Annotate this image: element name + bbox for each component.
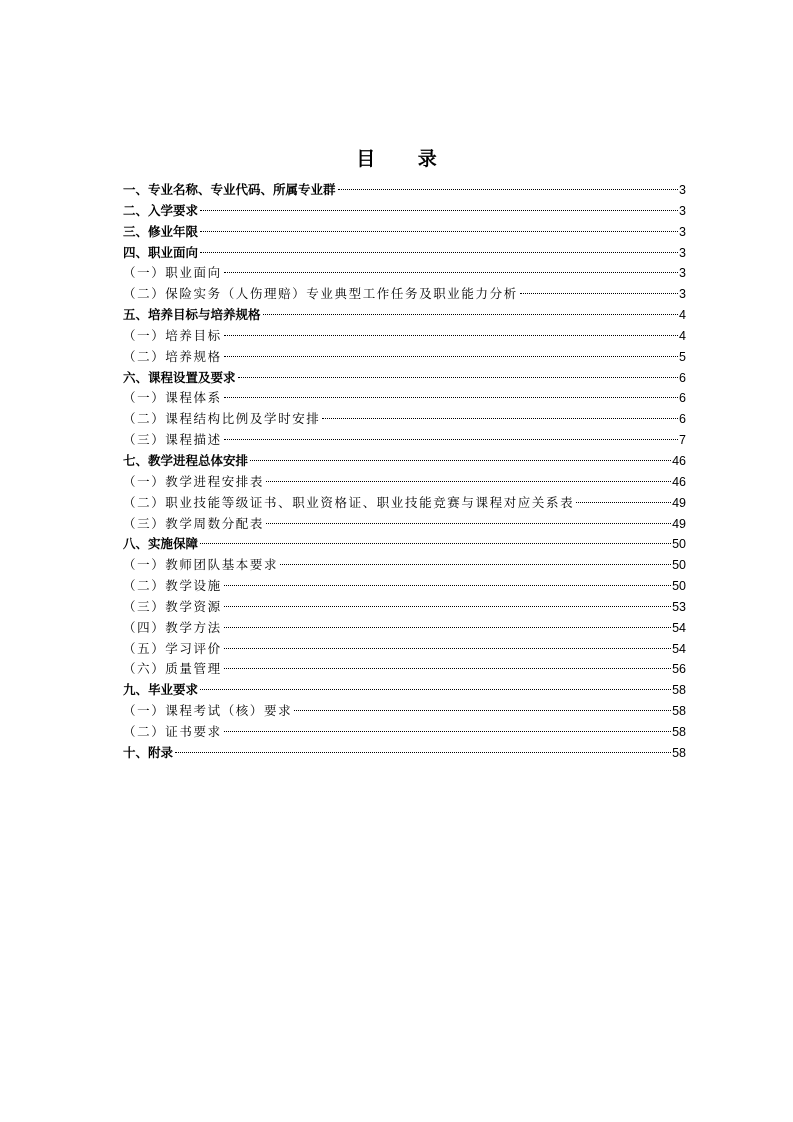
toc-entry[interactable] (123, 618, 686, 639)
toc-dot-leader (224, 439, 678, 440)
toc-entry[interactable] (123, 180, 686, 201)
toc-entry-label: （二）培养规格 (123, 348, 222, 364)
toc-entry-page-number: 58 (672, 745, 686, 760)
toc-entry-page-number: 3 (679, 224, 686, 239)
toc-entry-label: 三、修业年限 (123, 223, 199, 239)
toc-entry[interactable] (123, 743, 686, 764)
toc-entry[interactable] (123, 243, 686, 264)
toc-dot-leader (520, 293, 678, 294)
toc-entry-page-number: 50 (672, 558, 686, 573)
toc-entry-page-number: 6 (679, 391, 686, 406)
toc-entry-page-number: 7 (679, 433, 686, 448)
toc-dot-leader (224, 606, 671, 607)
toc-dot-leader (224, 356, 678, 357)
toc-entry[interactable] (123, 347, 686, 368)
toc-entry-page-number: 5 (679, 349, 686, 364)
toc-entry-page-number: 4 (679, 308, 686, 323)
toc-entry-page-number: 50 (672, 579, 686, 594)
toc-entry-page-number: 3 (679, 203, 686, 218)
toc-dot-leader (200, 543, 671, 544)
toc-entry-page-number: 3 (679, 266, 686, 281)
toc-entry-label: （三）课程描述 (123, 432, 222, 448)
toc-entry-label: 十、附录 (123, 744, 174, 760)
toc-dot-leader (238, 377, 679, 378)
toc-entry-page-number: 46 (672, 474, 686, 489)
toc-dot-leader (250, 460, 671, 461)
toc-dot-leader (280, 564, 671, 565)
toc-entry-page-number: 6 (679, 412, 686, 427)
toc-entry-label: 七、教学进程总体安排 (123, 452, 249, 468)
toc-entry-page-number: 53 (672, 599, 686, 614)
toc-dot-leader (224, 731, 671, 732)
toc-entry-page-number: 49 (672, 516, 686, 531)
toc-entry-label: 四、职业面向 (123, 244, 199, 260)
toc-entry-page-number: 6 (679, 370, 686, 385)
toc-entry[interactable] (123, 534, 686, 555)
toc-entry-page-number: 58 (672, 683, 686, 698)
toc-entry-label: （五）学习评价 (123, 640, 222, 656)
toc-entry[interactable] (123, 722, 686, 743)
toc-dot-leader (175, 752, 671, 753)
toc-dot-leader (200, 231, 678, 232)
toc-entry[interactable] (123, 409, 686, 430)
toc-entry[interactable] (123, 388, 686, 409)
toc-entry[interactable] (123, 430, 686, 451)
toc-entry[interactable] (123, 597, 686, 618)
toc-entry[interactable] (123, 326, 686, 347)
toc-entry[interactable] (123, 451, 686, 472)
toc-dot-leader (338, 189, 679, 190)
toc-entry[interactable] (123, 555, 686, 576)
toc-entry-page-number: 49 (672, 495, 686, 510)
toc-entry[interactable] (123, 263, 686, 284)
toc-entry[interactable] (123, 639, 686, 660)
toc-entry-page-number: 3 (679, 245, 686, 260)
toc-entry-page-number: 58 (672, 704, 686, 719)
toc-entry-label: 九、毕业要求 (123, 682, 199, 698)
toc-entry[interactable] (123, 368, 686, 389)
toc-dot-leader (224, 585, 671, 586)
toc-entry-label: （三）教学周数分配表 (123, 515, 265, 531)
toc-entry[interactable] (123, 514, 686, 535)
toc-entry[interactable] (123, 680, 686, 701)
toc-entry[interactable] (123, 576, 686, 597)
toc-dot-leader (224, 668, 671, 669)
toc-entry[interactable] (123, 472, 686, 493)
toc-entry[interactable] (123, 493, 686, 514)
toc-entry-page-number: 56 (672, 662, 686, 677)
toc-entry-label: （六）质量管理 (123, 661, 222, 677)
toc-dot-leader (224, 272, 678, 273)
toc-dot-leader (576, 502, 671, 503)
toc-entry[interactable] (123, 284, 686, 305)
toc-dot-leader (200, 689, 671, 690)
toc-entry-label: （二）教学设施 (123, 578, 222, 594)
toc-entry-label: （一）教学进程安排表 (123, 473, 265, 489)
toc-entry-page-number: 54 (672, 641, 686, 656)
toc-entry-page-number: 46 (672, 453, 686, 468)
toc-dot-leader (224, 335, 678, 336)
toc-entry-label: （二）职业技能等级证书、职业资格证、职业技能竞赛与课程对应关系表 (123, 494, 575, 510)
toc-entry-label: （四）教学方法 (123, 619, 222, 635)
toc-dot-leader (266, 523, 671, 524)
toc-entry[interactable] (123, 659, 686, 680)
toc-entry-label: （三）教学资源 (123, 598, 222, 614)
toc-entry-page-number: 58 (672, 724, 686, 739)
toc-dot-leader (224, 627, 671, 628)
toc-entry-page-number: 3 (679, 183, 686, 197)
toc-entry-page-number: 50 (672, 537, 686, 552)
toc-title: 目 录 (356, 148, 455, 170)
toc-dot-leader (224, 648, 671, 649)
toc-entry-label: 五、培养目标与培养规格 (123, 307, 261, 323)
toc-entry-label: 六、课程设置及要求 (123, 369, 236, 385)
toc-entry[interactable] (123, 305, 686, 326)
toc-entry-label: （二）课程结构比例及学时安排 (123, 411, 321, 427)
toc-dot-leader (266, 481, 671, 482)
toc-entry-label: （一）课程考试（核）要求 (123, 703, 293, 719)
toc-entry-label: （二）证书要求 (123, 723, 222, 739)
toc-entry[interactable] (123, 201, 686, 222)
toc-dot-leader (200, 252, 678, 253)
toc-entry-label: （一）课程体系 (123, 390, 222, 406)
toc-entry[interactable] (123, 701, 686, 722)
toc-entry-label: 八、实施保障 (123, 536, 199, 552)
toc-dot-leader (224, 397, 678, 398)
toc-dot-leader (322, 418, 678, 419)
toc-entry-label: 一、专业名称、专业代码、所属专业群 (123, 182, 336, 197)
toc-entry-page-number: 54 (672, 620, 686, 635)
toc-entry-label: （二）保险实务（人伤理赔）专业典型工作任务及职业能力分析 (123, 286, 518, 302)
table-of-contents (123, 180, 686, 764)
toc-dot-leader (294, 710, 671, 711)
toc-entry-label: （一）教师团队基本要求 (123, 557, 279, 573)
toc-dot-leader (263, 314, 679, 315)
toc-entry-label: （一）职业面向 (123, 265, 222, 281)
toc-entry-page-number: 4 (679, 328, 686, 343)
toc-entry-label: （一）培养目标 (123, 327, 222, 343)
toc-entry-label: 二、入学要求 (123, 202, 199, 218)
toc-entry-page-number: 3 (679, 287, 686, 302)
toc-entry[interactable] (123, 222, 686, 243)
toc-dot-leader (200, 210, 678, 211)
